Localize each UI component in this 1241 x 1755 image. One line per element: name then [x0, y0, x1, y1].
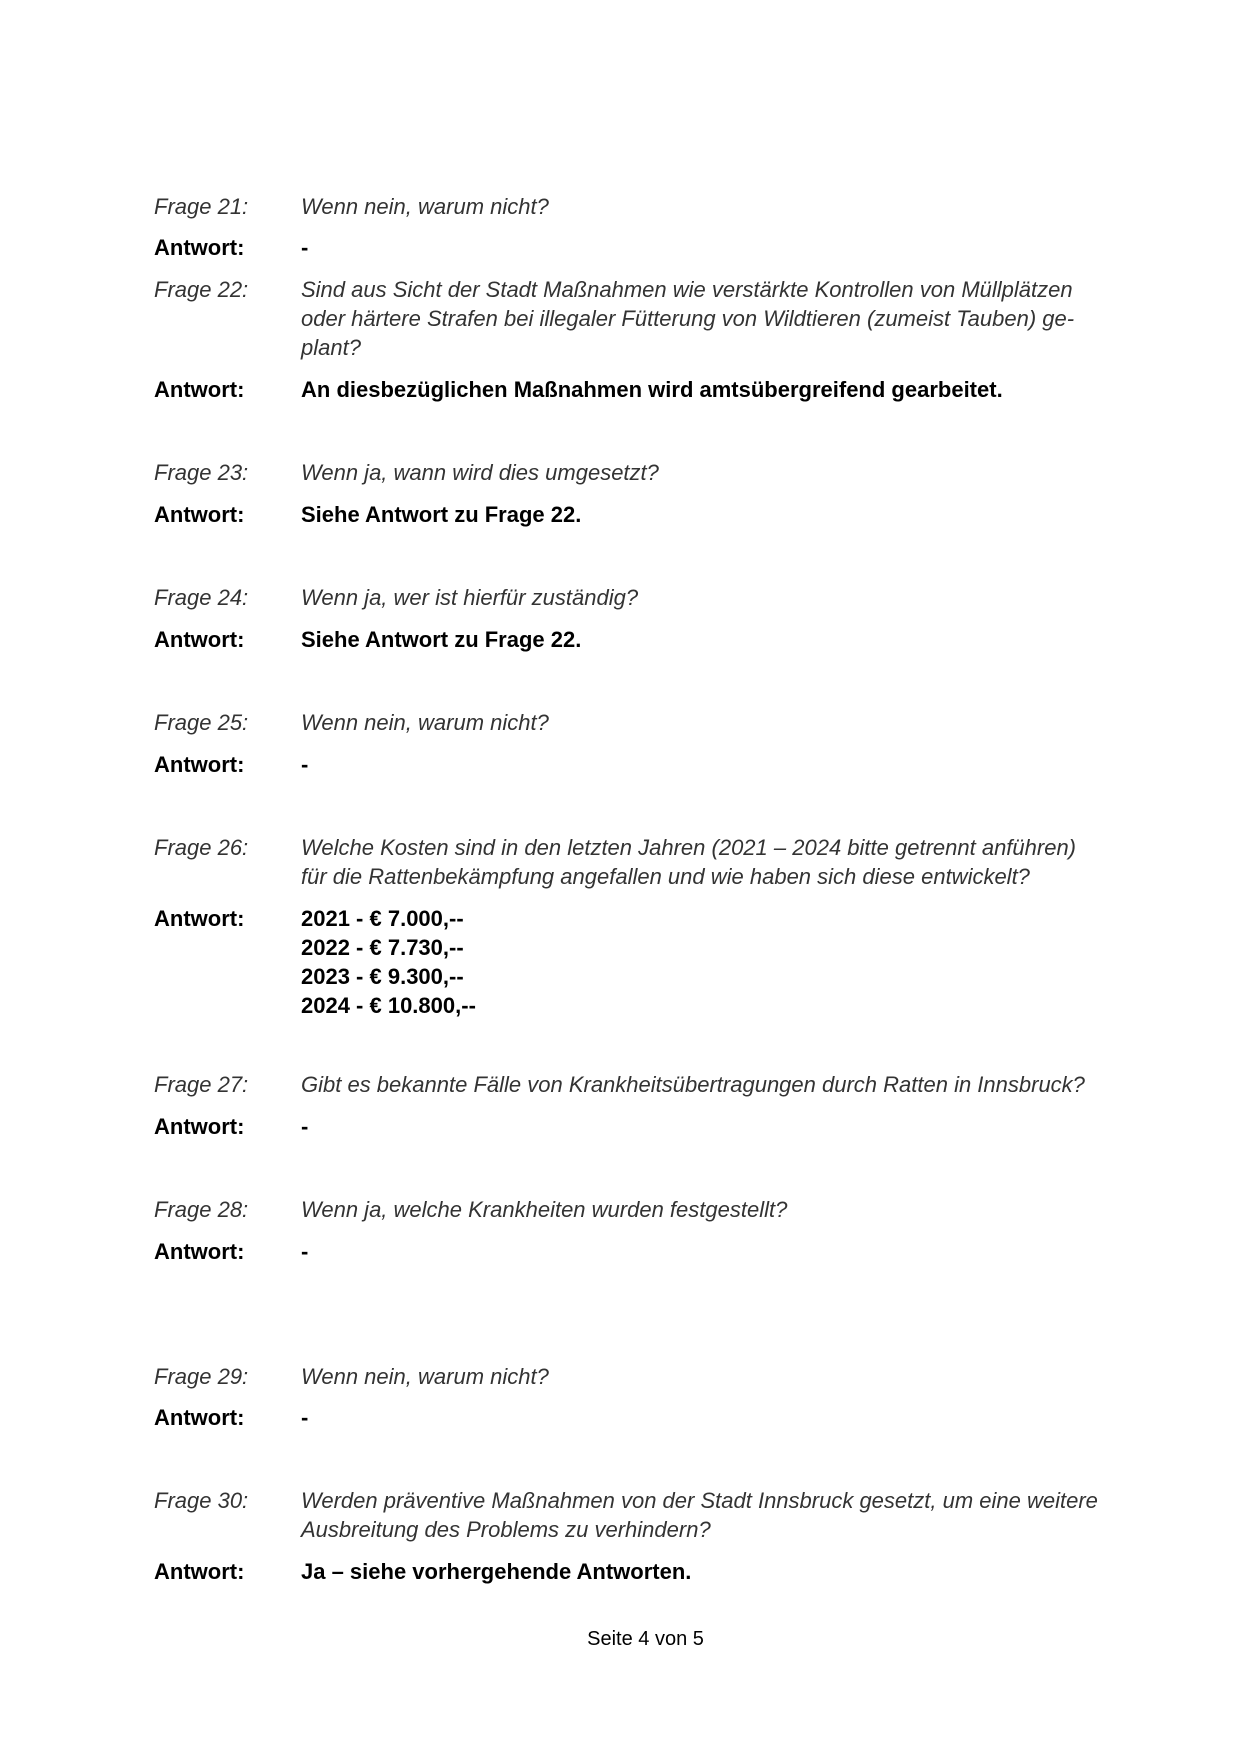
- question-line: Wenn nein, warum nicht?: [301, 194, 549, 219]
- answer-line: An diesbezüglichen Maßnahmen wird amtsübergreifend gearbeitet.: [301, 377, 1003, 402]
- answer-line: -: [301, 752, 309, 777]
- answer-text: [301, 750, 1241, 779]
- question-line: für die Rattenbekämpfung angefallen und wie haben sich diese entwickelt?: [301, 864, 1030, 889]
- answer-text: [301, 375, 1241, 404]
- question-label: Frage 21:: [154, 194, 249, 219]
- answer-label: Antwort:: [154, 1559, 245, 1584]
- answer-text: [301, 904, 1241, 1020]
- answer-line: 2022 - € 7.730,--: [301, 935, 464, 960]
- question-text: [301, 1070, 1241, 1099]
- question-label: Frage 23:: [154, 460, 249, 485]
- question-text: [301, 1195, 1241, 1224]
- answer-label: Antwort:: [154, 1239, 245, 1264]
- answer-line: 2024 - € 10.800,--: [301, 993, 476, 1018]
- answer-line: Ja – siehe vorhergehende Antworten.: [301, 1559, 692, 1584]
- question-text: [301, 833, 1241, 891]
- answer-line: -: [301, 235, 309, 260]
- answer-text: [301, 1112, 1241, 1141]
- answer-label: Antwort:: [154, 752, 245, 777]
- answer-label: Antwort:: [154, 502, 245, 527]
- answer-label: Antwort:: [154, 1405, 245, 1430]
- question-text: [301, 708, 1241, 737]
- answer-line: Siehe Antwort zu Frage 22.: [301, 627, 582, 652]
- question-line: Sind aus Sicht der Stadt Maßnahmen wie verstärkte Kontrollen von Müllplätzen: [301, 277, 1073, 302]
- answer-text: [301, 500, 1241, 529]
- question-text: [301, 458, 1241, 487]
- question-label: Frage 27:: [154, 1072, 249, 1097]
- question-text: [301, 192, 1241, 221]
- question-line: Werden präventive Maßnahmen von der Stadt Innsbruck gesetzt, um eine weitere: [301, 1488, 1098, 1513]
- question-label: Frage 30:: [154, 1488, 249, 1513]
- question-line: Wenn nein, warum nicht?: [301, 710, 549, 735]
- question-label: Frage 29:: [154, 1364, 249, 1389]
- answer-label: Antwort:: [154, 1114, 245, 1139]
- answer-line: 2021 - € 7.000,--: [301, 906, 464, 931]
- answer-line: Siehe Antwort zu Frage 22.: [301, 502, 582, 527]
- question-line: Wenn ja, wann wird dies umgesetzt?: [301, 460, 659, 485]
- answer-label: Antwort:: [154, 627, 245, 652]
- answer-text: [301, 625, 1241, 654]
- question-label: Frage 25:: [154, 710, 249, 735]
- question-text: [301, 1362, 1241, 1391]
- page-footer: [0, 1626, 1241, 1652]
- answer-label: Antwort:: [154, 235, 245, 260]
- question-line: Welche Kosten sind in den letzten Jahren (2021 – 2024 bitte getrennt anführen): [301, 835, 1077, 860]
- answer-text: [301, 1557, 1241, 1586]
- question-label: Frage 24:: [154, 585, 249, 610]
- question-label: Frage 28:: [154, 1197, 249, 1222]
- question-line: Gibt es bekannte Fälle von Krankheitsübertragungen durch Ratten in Innsbruck?: [301, 1072, 1085, 1097]
- answer-text: [301, 233, 1241, 262]
- question-text: [301, 583, 1241, 612]
- question-line: Wenn ja, welche Krankheiten wurden festgestellt?: [301, 1197, 788, 1222]
- answer-label: Antwort:: [154, 377, 245, 402]
- answer-text: [301, 1403, 1241, 1432]
- question-label: Frage 22:: [154, 277, 249, 302]
- answer-line: 2023 - € 9.300,--: [301, 964, 464, 989]
- answer-line: -: [301, 1239, 309, 1264]
- answer-line: -: [301, 1114, 309, 1139]
- answer-line: -: [301, 1405, 309, 1430]
- question-line: plant?: [301, 335, 361, 360]
- page-number: Seite 4 von 5: [587, 1628, 704, 1650]
- question-line: Wenn nein, warum nicht?: [301, 1364, 549, 1389]
- question-text: [301, 275, 1241, 362]
- question-line: oder härtere Strafen bei illegaler Fütterung von Wildtieren (zumeist Tauben) ge-: [301, 306, 1075, 331]
- answer-label: Antwort:: [154, 906, 245, 931]
- answer-text: [301, 1237, 1241, 1266]
- question-label: Frage 26:: [154, 835, 249, 860]
- question-line: Ausbreitung des Problems zu verhindern?: [301, 1517, 711, 1542]
- question-line: Wenn ja, wer ist hierfür zuständig?: [301, 585, 639, 610]
- question-text: [301, 1486, 1241, 1544]
